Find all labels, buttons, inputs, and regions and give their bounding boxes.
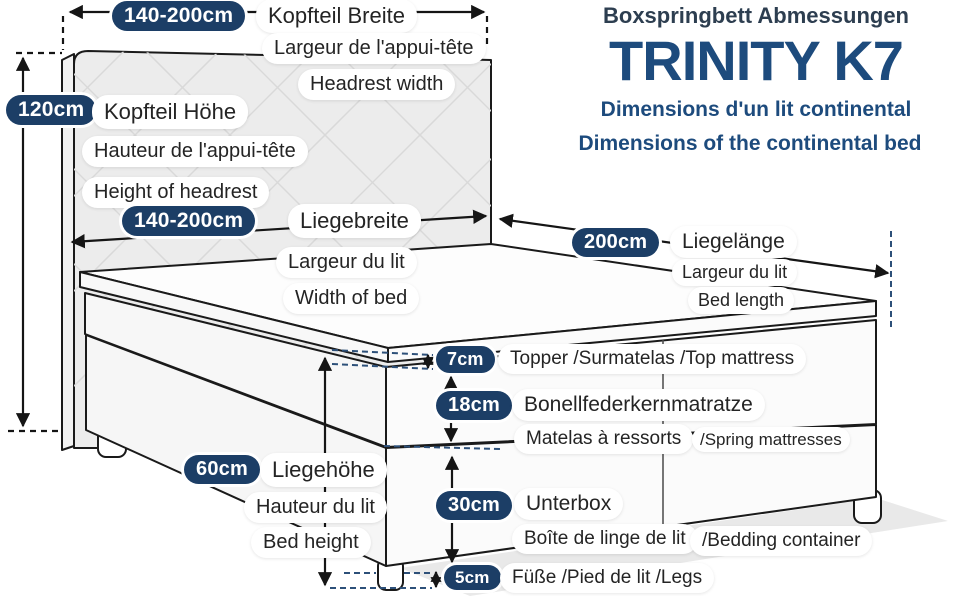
headrest-width-label-de: Kopfteil Breite	[256, 0, 417, 33]
topper-badge: 7cm	[436, 346, 495, 373]
bed-length-label-de: Liegelänge	[670, 226, 797, 258]
headrest-height-label-fr: Hauteur de l'appui-tête	[82, 136, 308, 167]
headrest-width-label-fr: Largeur de l'appui-tête	[262, 33, 486, 64]
bed-length-label-fr: Largeur du lit	[672, 259, 797, 286]
underbox-label-fr: Boîte de linge de lit	[512, 524, 698, 554]
bed-height-label-en: Bed height	[251, 527, 371, 558]
headrest-height-badge: 120cm	[6, 95, 96, 125]
bed-width-label-en: Width of bed	[283, 283, 419, 314]
spring-mattress-label-en: /Spring mattresses	[692, 427, 850, 452]
bed-length-label-en: Bed length	[688, 287, 794, 314]
underbox-label-en: /Bedding container	[690, 526, 872, 556]
underbox-label-de: Unterbox	[514, 488, 623, 520]
spring-mattress-badge: 18cm	[436, 391, 512, 420]
topper-label: Topper /Surmatelas /Top mattress	[498, 344, 806, 374]
bed-width-label-fr: Largeur du lit	[276, 247, 417, 278]
legs-label: Füße /Pied de lit /Legs	[500, 563, 714, 593]
spring-mattress-label-fr: Matelas à ressorts	[514, 424, 693, 454]
headrest-height-label-en: Height of headrest	[82, 177, 269, 208]
bed-height-badge: 60cm	[184, 455, 260, 484]
bed-length-badge: 200cm	[572, 228, 659, 257]
bed-height-label-fr: Hauteur du lit	[244, 492, 387, 523]
bed-height-label-de: Liegehöhe	[260, 453, 387, 487]
headrest-width-badge: 140-200cm	[112, 1, 245, 31]
bed-width-label-de: Liegebreite	[288, 204, 421, 238]
underbox-badge: 30cm	[436, 491, 512, 520]
spring-mattress-label-de: Bonellfederkernmatratze	[512, 389, 765, 421]
title-model-name: TRINITY K7	[609, 29, 903, 92]
legs-badge: 5cm	[444, 565, 501, 590]
title-subtitle-fr: Dimensions d'un lit continental	[600, 98, 912, 121]
headrest-height-label-de: Kopfteil Höhe	[92, 95, 248, 129]
bed-width-badge: 140-200cm	[122, 206, 255, 236]
title-subtitle-en: Dimensions of the continental bed	[578, 132, 922, 155]
title-subtitle-de: Boxspringbett Abmessungen	[603, 3, 909, 28]
headrest-width-label-en: Headrest width	[298, 69, 455, 100]
